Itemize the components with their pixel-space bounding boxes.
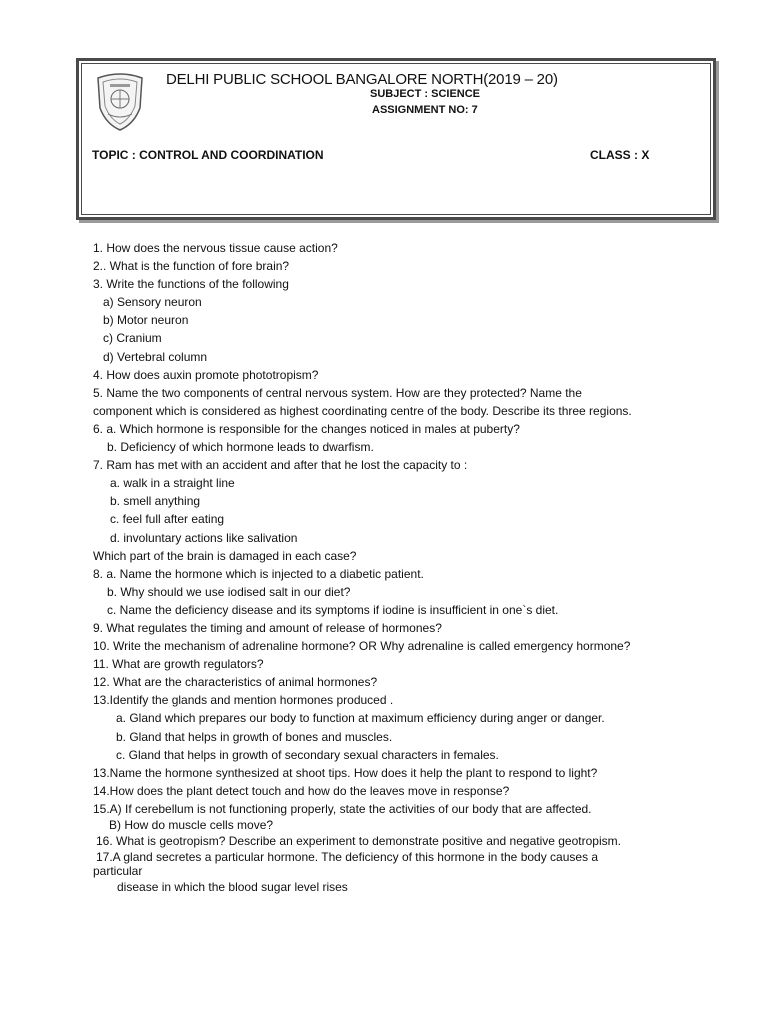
question-line: c. feel full after eating [110,512,225,527]
question-line: a. walk in a straight line [110,476,235,491]
question-line: b. Why should we use iodised salt in our diet? [107,584,351,599]
question-line: 9. What regulates the timing and amount of release of hormones? [93,620,442,635]
question-line: b. Deficiency of which hormone leads to dwarfism. [107,440,374,455]
question-list [93,239,713,896]
question-line: 14.How does the plant detect touch and how do the leaves move in response? [93,783,510,798]
question-line: d. involuntary actions like salivation [110,530,298,545]
subject-label: SUBJECT : SCIENCE [370,88,481,100]
question-line: d) Vertebral column [103,349,208,364]
topic-label: TOPIC : CONTROL AND COORDINATION [92,148,324,162]
question-line: Which part of the brain is damaged in each case? [93,548,357,563]
question-line: c. Name the deficiency disease and its symptoms if iodine is insufficient in one`s diet. [107,602,559,617]
question-line: 15.A) If cerebellum is not functioning properly, state the activities of our body that are affected. [93,801,592,816]
question-line: 8. a. Name the hormone which is injected to a diabetic patient. [93,566,424,581]
question-line: b. smell anything [110,494,201,509]
question-line: 2.. What is the function of fore brain? [93,259,290,274]
question-line: a) Sensory neuron [103,295,202,310]
question-line: c. Gland that helps in growth of secondary sexual characters in females. [116,747,499,762]
question-line: 10. Write the mechanism of adrenaline hormone? OR Why adrenaline is called emergency hormone? [93,639,631,654]
question-line: b) Motor neuron [103,313,189,328]
question-line: component which is considered as highest coordinating centre of the body. Describe its three regions. [93,403,632,418]
class-label: CLASS : X [590,148,650,162]
question-line: 16. What is geotropism? Describe an experiment to demonstrate positive and negative geotropism. [96,834,621,848]
question-line: b. Gland that helps in growth of bones and muscles. [116,729,393,744]
question-line: 13.Name the hormone synthesized at shoot tips. How does it help the plant to respond to light? [93,765,598,780]
question-line: 4. How does auxin promote phototropism? [93,367,319,382]
question-line: disease in which the blood sugar level rises [117,880,348,895]
question-line: 6. a. Which hormone is responsible for the changes noticed in males at puberty? [93,421,520,436]
question-line: 11. What are growth regulators? [93,657,264,672]
question-line: 17.A gland secretes a particular hormone. The deficiency of this hormone in the body causes a [96,850,599,865]
question-line: 1. How does the nervous tissue cause action? [93,241,338,255]
question-line: B) How do muscle cells move? [109,818,274,832]
question-line: 13.Identify the glands and mention hormones produced . [93,693,394,708]
question-line: a. Gland which prepares our body to function at maximum efficiency during anger or danger. [116,711,605,726]
question-line: 3. Write the functions of the following [93,277,289,292]
header-box [76,58,716,220]
question-line: 12. What are the characteristics of animal hormones? [93,675,378,690]
school-crest-icon [94,72,146,132]
question-line: particular [93,864,143,879]
header-inner-border [81,63,711,215]
school-name: DELHI PUBLIC SCHOOL BANGALORE NORTH(2019 – 20) [166,71,558,88]
question-line: 5. Name the two components of central nervous system. How are they protected? Name the [93,385,582,400]
question-line: 7. Ram has met with an accident and after that he lost the capacity to : [93,458,468,473]
question-line: c) Cranium [103,331,162,346]
assignment-number: ASSIGNMENT NO: 7 [372,104,478,116]
